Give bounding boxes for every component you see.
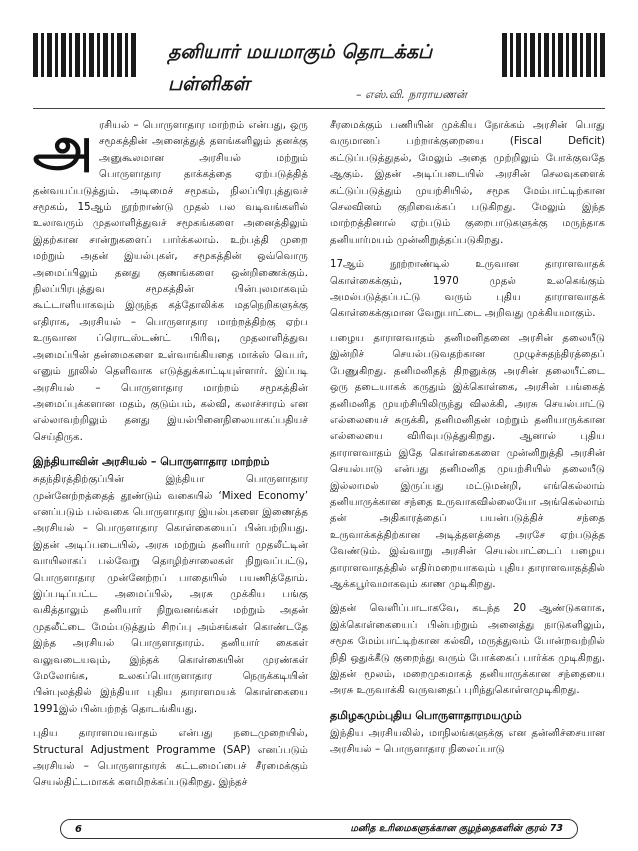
left-column (33, 114, 308, 800)
paragraph-old-vs-new: பழைய தாராளவாதம் தனிமனிதனை அரசின் தலையீடு இன்றிச் செயல்படுவதற்கான முழுச்சுதந்திரத்தைப் பேணுகிறது. தனிமனிதத் திறனுக்கு அரசின் தலையீட்டை ஒரு தடையாகக் கருதும் இக்கொள்கை, அரசின் பங்கைத் தனிமனித முயற்சியிலிருந்து விலக்கி, அரசு செயல்பாட்டு எல்லையைச் சுருக்கி, தனிமனிதன் மற்றும் தனியாருக்கான எல்லையை விரிவுபடுத்துகிறது. ஆனால் புதிய தாராளவாதம் இதே கொள்கைகளை முன்னிறுத்தி அரசின் செயல்பாடு என்பது தனிமனித முயற்சியில் தலையீடு இல்லாமல் இருப்பது மட்டுமன்றி, எங்கெல்லாம் தனியாருக்கான சந்தை உருவாகவில்லையோ அங்கெல்லாம் தன் அதிகாரத்தைப் பயன்படுத்திச் சந்தை உருவாக்கத்திற்கான அடித்தளத்தை அரசே ஏற்படுத்த வேண்டும். இவ்வாறு அரசின் செயல்பாட்டைப் பழைய தாராளவாதத்தில் எதிர்மறையாகவும் புதிய தாராளவாதத்தில் ஆக்கபூர்வமாகவும் காண முடிகிறது. (330, 332, 605, 590)
section-heading-india: இந்தியாவின் அரசியல் – பொருளாதார மாற்றம் (33, 455, 270, 469)
paragraph-liberalism: 17ஆம் நூற்றாண்டில் உருவான தாராளவாதக் கொள்கைக்கும், 1970 முதல் உலகெங்கும் அமல்படுத்தப்பட்டு வரும் புதிய தாராளவாதக் கொள்கைக்குமான வேறுபாட்டை அறிவது முக்கியமாகும். (330, 259, 605, 320)
magazine-name: மனித உரிமைகளுக்கான குழந்தைகளின் குரல் 73 (350, 823, 563, 834)
paragraph-india: சுதந்திரத்திற்குப்பின் இந்தியா பொருளாதார முன்னேற்றத்தைத் தூண்டும் வகையில் ‘Mixed Economy’ எனப்படும் பல்வகை பொருளாதார இயல்புகளை இணைத்த அரசியல் – பொருளாதார கொள்கையைப் பின்பற்றியது. இதன் அடிப்படையில், அரசு மற்றும் தனியார் முதலீட்டின் வாயிலாகப் பல்வேறு தொழிற்சாலைகள் நிறுவப்பட்டு, பொருளாதார முன்னேற்றப் பாதையில் பயணித்தோம். இப்படிப்பட்ட அமைப்பில், அரசு முக்கிய பங்கு வகித்தாலும் தனியார் நிறுவனங்கள் மற்றும் அதன் முதலீட்டை மேம்படுத்தும் சிறப்பு அம்சங்கள் கொண்டதே இந்த அரசியல் பொருளாதாரம். தனியார் கைகள் வலுவடையவும், இந்தக் கொள்கையின் முரண்கள் மேலோங்க, உலகப்பொருளாதார நெருக்கடியின் பின்புலத்தில் இந்தியா புதிய தாராளமயக் கொள்கையை 1991இல் பின்பற்றத் தொடங்கியது. (33, 474, 308, 715)
title-line-2: பள்ளிகள் (168, 73, 250, 95)
section-heading-tamilnadu: தமிழகமும்புதிய பொருளாதாரமயமும் (330, 708, 522, 722)
author-byline: – எஸ்.வி. நாராயணன் (356, 88, 467, 101)
paragraph-tamilnadu: இந்திய அரசியலில், மாநிலங்களுக்கு என தன்னிச்சையான அரசியல் – பொருளாதார நிலைப்பாடு (330, 727, 605, 756)
page-number: 6 (75, 823, 82, 835)
paragraph-sap: புதிய தாராளமயவாதம் என்பது நடைமுறையில், Structural Adjustment Programme (SAP) எனப்படும் அரசியல் – பொருளாதாரக் கட்டமைப்பைச் சீரமைக்கும் செயல்திட்டமாகக் களமிறக்கப்படுகிறது. இந்தச் (33, 728, 308, 789)
page-footer (60, 819, 578, 839)
paragraph-intro (33, 114, 308, 446)
paragraph-fiscal: சீரமைக்கும் பணியின் முக்கிய நோக்கம் அரசின் பொது வருமானப் பற்றாக்குறையை (Fiscal Deficit) கட்டுப்படுத்துதல், மேலும் அதை முற்றிலும் போக்குவதே ஆகும். இதன் அடிப்படையில் அரசின் செலவுகளைக் கட்டுப்படுத்தும் முயற்சியில், சமூக மேம்பாட்டிற்கான செலவினம் குறிவைக்கப் படுகிறது. மேலும் இந்த மாற்றத்தினால் ஏற்படும் குறைபாடுகளுக்கு மருந்தாக தனியார்மயம் முன்னிறுத்தப்படுகிறது. (330, 120, 605, 246)
title-line-1: தனியார் மயமாகும் தொடக்கப் (168, 41, 432, 63)
paragraph-intro-text: ரசியல் – பொருளாதார மாற்றம் என்பது, ஒரு சமூகத்தின் அனைத்துத் தளங்களிலும் தனக்கு அனுகூலமான அரசியல் மற்றும் பொருளாதார தாக்கத்தை ஏற்படுத்தித் தன்வயப்படுத்தும். அடிமைச் சமூகம், நிலப்பிரபுத்துவச் சமூகம், 15ஆம் நூற்றாண்டு முதல் பல வடிவங்களில் உலாவரும் முதலாளித்துவச் சமூகங்களை அனைத்திலும் இதற்கான சான்றுகளைப் பார்க்கலாம். உற்பத்தி முறை மற்றும் அதன் இயல்புகள், சமூகத்தின் ஒவ்வொரு அமைப்பிலும் தனது குணங்களை ஒன்றிணைக்கும். நிலப்பிரபுத்துவ சமூகத்தின் பின்புலமாகவும் கூட்டாளியாகவும் இருந்த கத்தோலிக்க மதநெறிகளுக்கு எதிராக, அரசியல் – பொருளாதார மாற்றத்திற்கு ஏற்ப உருவான ப்ரொடஸ்டண்ட் பிரிவு, முதலாளித்துவ அமைப்பின் தன்மைகளை உள்வாங்கியதை மாக்ஸ் வெபர், எனும் நூலில் தெளிவாக எடுத்துக்காட்டியுள்ளார். இப்படி அரசியல் – பொருளாதார மாற்றம் சமூகத்தின் அமைப்புக்களான மதம், குடும்பம், கல்வி, கலாச்சாரம் என எல்லாவற்றிலும் தனது இயல்பினைநிலையாகப்பதியச் செய்திருக. (33, 120, 308, 443)
right-column (330, 118, 605, 767)
barcode-decoration-right (502, 33, 605, 77)
barcode-decoration-left (33, 33, 136, 77)
header-divider (33, 108, 605, 109)
drop-cap: அ (33, 114, 94, 178)
paragraph-outcome: இதன் வெளிப்பாடாகவே, கடந்த 20 ஆண்டுகளாக, இக்கொள்கையைப் பின்பற்றும் அனைத்து நாடுகளிலும், சமூக மேம்பாட்டிற்கான கல்வி, மருத்துவம் போன்றவற்றில் நிதி ஒதுக்கீடு குறைந்து வரும் போக்கைப் பார்க்க முடிகிறது. இதன் மூலம், மறைமுகமாகத் தனியாருக்கான சந்தையை அரசு உருவாக்கி வருவதைப் புரிந்துகொள்ளமுடிகிறது. (330, 603, 605, 697)
